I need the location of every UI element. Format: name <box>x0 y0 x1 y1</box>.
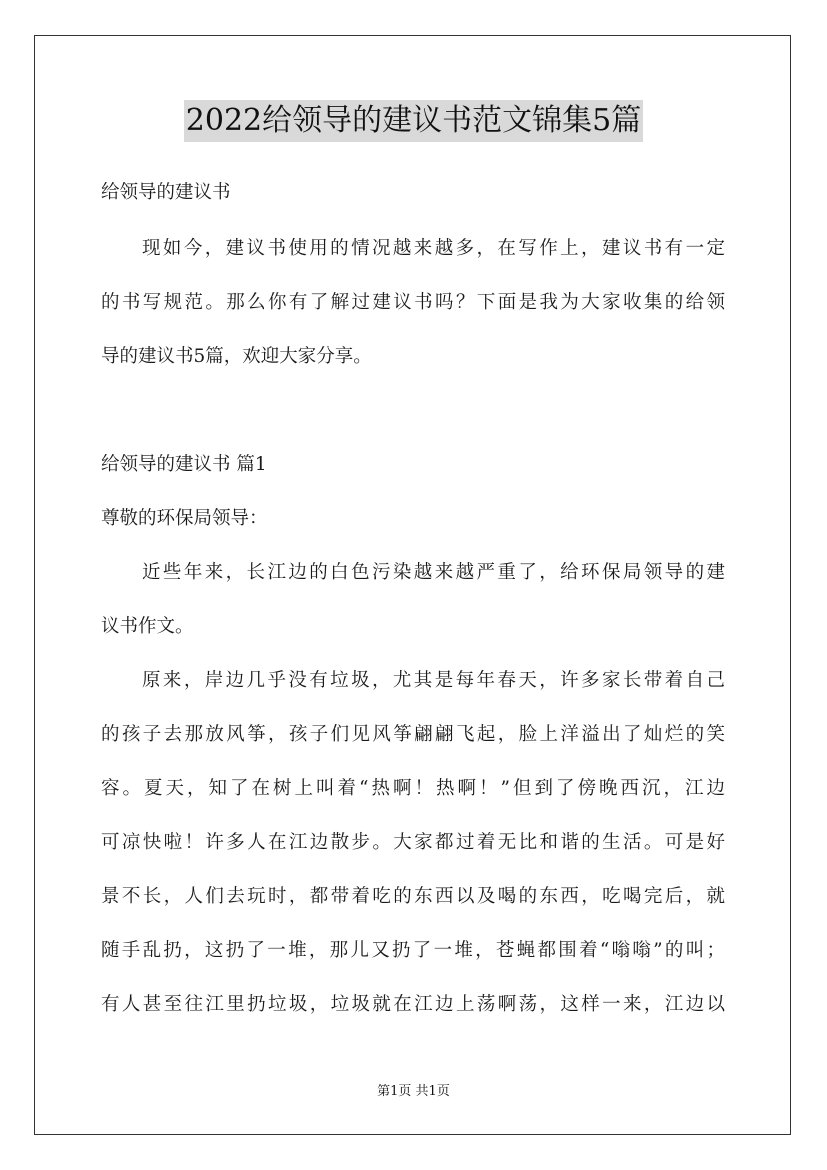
body-paragraph-line: 近些年来，长江边的白色污染越来越严重了，给环保局领导的建 <box>142 562 725 583</box>
salutation: 尊敬的环保局领导： <box>101 508 268 529</box>
letter-heading: 给领导的建议书 篇1 <box>101 454 267 475</box>
intro-paragraph-line: 导的建议书5篇，欢迎大家分享。 <box>101 346 372 367</box>
intro-paragraph-line: 的书写规范。那么你有了解过建议书吗？下面是我为大家收集的给领 <box>101 292 725 313</box>
body-paragraph-line: 议书作文。 <box>101 616 194 637</box>
body-paragraph-line: 原来，岸边几乎没有垃圾，尤其是每年春天，许多家长带着自己 <box>142 670 725 691</box>
document-title: 2022给领导的建议书范文锦集5篇 <box>184 100 643 142</box>
body-paragraph-line: 可凉快啦！许多人在江边散步。大家都过着无比和谐的生活。可是好 <box>101 832 725 853</box>
page-footer: 第1页 共1页 <box>377 1084 450 1099</box>
body-paragraph-line: 的孩子去那放风筝，孩子们见风筝翩翩飞起，脸上洋溢出了灿烂的笑 <box>101 724 725 745</box>
section-heading: 给领导的建议书 <box>101 182 231 203</box>
intro-paragraph-line: 现如今，建议书使用的情况越来越多，在写作上，建议书有一定 <box>142 238 725 259</box>
body-paragraph-line: 景不长，人们去玩时，都带着吃的东西以及喝的东西，吃喝完后，就 <box>101 886 725 907</box>
body-paragraph-line: 容。夏天，知了在树上叫着“热啊！热啊！”但到了傍晚西沉，江边 <box>101 778 725 799</box>
body-paragraph-line: 随手乱扔，这扔了一堆，那儿又扔了一堆，苍蝇都围着“嗡嗡”的叫； <box>101 940 725 961</box>
title-container <box>0 100 827 142</box>
body-paragraph-line: 有人甚至往江里扔垃圾，垃圾就在江边上荡啊荡，这样一来，江边以 <box>101 994 725 1015</box>
